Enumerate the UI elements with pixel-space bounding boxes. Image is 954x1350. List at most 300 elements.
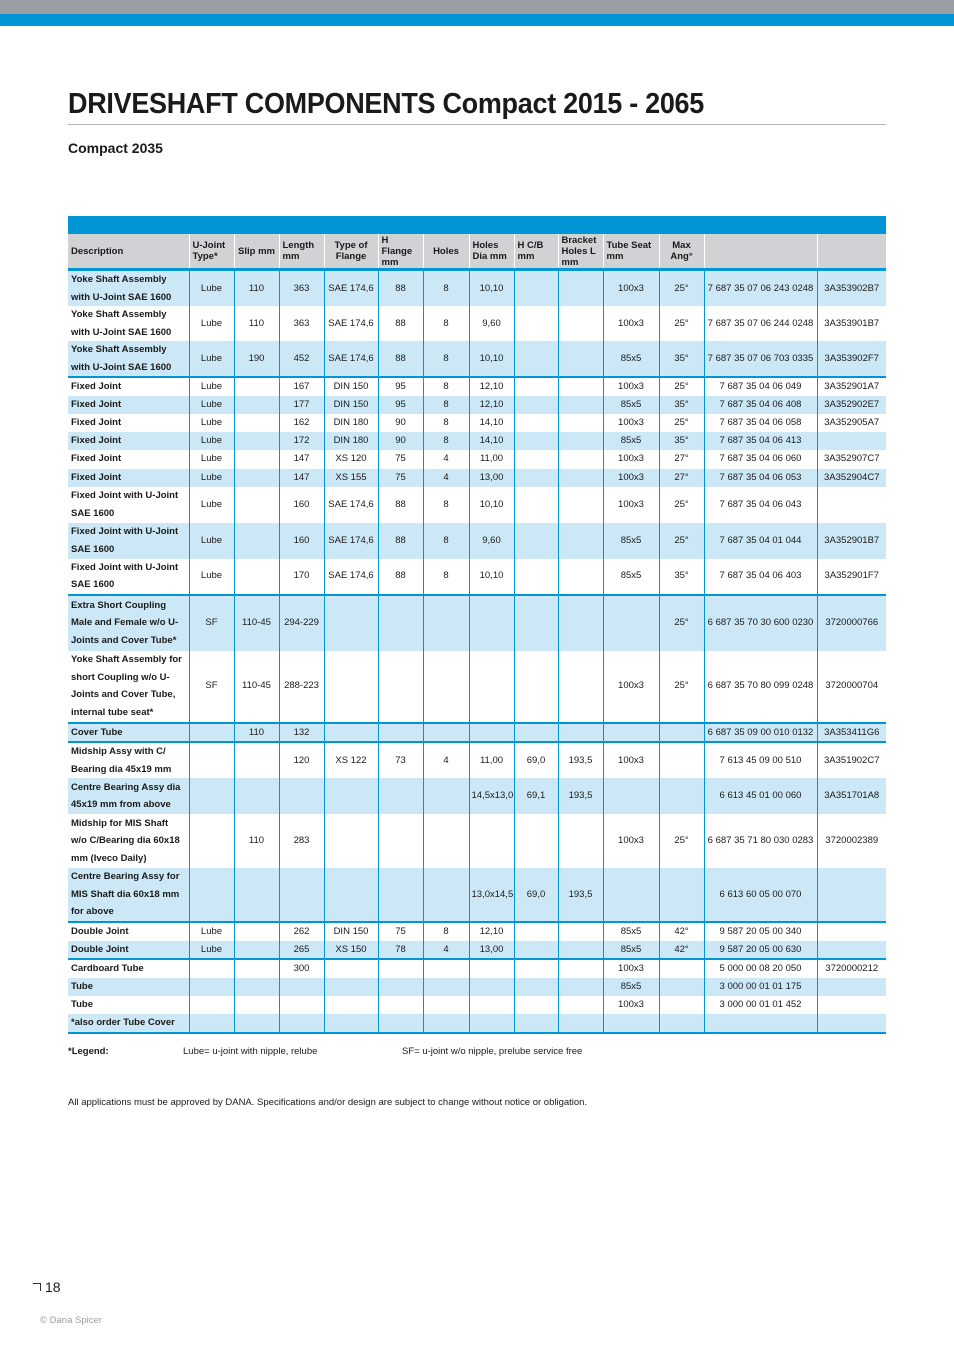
table-cell: [469, 723, 514, 743]
table-cell: 75: [378, 922, 423, 941]
table-cell: 300: [279, 959, 324, 978]
table-cell: 265: [279, 941, 324, 960]
row-description: Fixed Joint with U-Joint SAE 1600: [68, 523, 189, 559]
table-cell: [189, 1014, 234, 1033]
table-cell: 85x5: [603, 432, 659, 450]
table-row: [68, 270, 886, 307]
table-cell: 452: [279, 341, 324, 377]
table-cell: [423, 723, 469, 743]
table-cell: 110: [234, 814, 279, 868]
table-cell: [378, 978, 423, 996]
table-cell: Lube: [189, 270, 234, 307]
table-cell: DIN 150: [324, 396, 378, 414]
table-cell: [469, 814, 514, 868]
page-number: 18: [45, 1279, 61, 1295]
table-cell: 11,00: [469, 742, 514, 778]
table-cell: 6 613 45 01 00 060: [704, 778, 817, 814]
col-header-description: Description: [68, 234, 189, 270]
col-header-max-angle: Max Ang°: [659, 234, 704, 270]
table-cell: [514, 814, 558, 868]
table-cell: [514, 306, 558, 341]
table-cell: 160: [279, 487, 324, 523]
table-cell: Lube: [189, 432, 234, 450]
table-cell: [558, 414, 603, 432]
table-cell: 294-229: [279, 595, 324, 651]
table-cell: [558, 559, 603, 595]
table-cell: [817, 868, 886, 922]
table-cell: [558, 723, 603, 743]
table-row: [68, 651, 886, 723]
table-cell: 10,10: [469, 487, 514, 523]
table-cell: 25°: [659, 595, 704, 651]
table-cell: [423, 1014, 469, 1033]
table-cell: [324, 778, 378, 814]
row-description: Fixed Joint with U-Joint SAE 1600: [68, 559, 189, 595]
table-cell: 100x3: [603, 377, 659, 396]
table-cell: 170: [279, 559, 324, 595]
table-cell: [817, 487, 886, 523]
table-cell: 8: [423, 432, 469, 450]
table-cell: 88: [378, 559, 423, 595]
table-cell: [659, 996, 704, 1014]
table-cell: Lube: [189, 523, 234, 559]
table-cell: 25°: [659, 487, 704, 523]
table-cell: 78: [378, 941, 423, 960]
row-description: Fixed Joint: [68, 396, 189, 414]
table-cell: [558, 270, 603, 307]
table-cell: 35°: [659, 559, 704, 595]
table-cell: [234, 450, 279, 469]
table-row: [68, 723, 886, 743]
table-cell: [817, 941, 886, 960]
table-cell: 3A352904C7: [817, 469, 886, 487]
table-cell: Lube: [189, 941, 234, 960]
table-row: [68, 778, 886, 814]
table-cell: 132: [279, 723, 324, 743]
table-cell: 110: [234, 270, 279, 307]
table-cell: Lube: [189, 922, 234, 941]
table-cell: 5 000 00 08 20 050: [704, 959, 817, 978]
table-cell: 25°: [659, 377, 704, 396]
table-cell: 3A352907C7: [824, 453, 880, 465]
table-cell: 3720000704: [825, 680, 879, 692]
table-cell: [469, 1014, 514, 1033]
table-cell: 288-223: [279, 651, 324, 723]
col-header-bracket-holes: Bracket Holes L mm: [558, 234, 603, 270]
table-cell: 85x5: [603, 559, 659, 595]
row-description: Midship Assy with C/ Bearing dia 45x19 mm: [68, 742, 189, 778]
table-cell: [514, 651, 558, 723]
row-description: Double Joint: [68, 922, 189, 941]
disclaimer-text: All applications must be approved by DANA. Specifications and/or design are subject to change without notice or obligation.: [68, 1097, 588, 1108]
table-cell: 7 687 35 04 06 043: [704, 487, 817, 523]
table-cell: 95: [378, 396, 423, 414]
table-cell: Lube: [189, 469, 234, 487]
table-cell: 14,5x13,0: [469, 778, 514, 814]
col-header-ref-code: [817, 234, 886, 270]
table-cell: 193,5: [558, 778, 603, 814]
table-row: [68, 377, 886, 396]
table-cell: 8: [423, 523, 469, 559]
table-cell: [469, 978, 514, 996]
table-cell: [324, 959, 378, 978]
table-cell: [279, 996, 324, 1014]
table-cell: [558, 341, 603, 377]
table-cell: 4: [423, 450, 469, 469]
table-cell: 3A353902F7: [817, 341, 886, 377]
table-cell: 6 687 35 09 00 010 0132: [704, 723, 817, 743]
table-cell: [324, 814, 378, 868]
table-cell: [234, 742, 279, 778]
table-cell: 90: [378, 414, 423, 432]
col-header-part-number: [704, 234, 817, 270]
table-cell: [558, 941, 603, 960]
table-cell: [514, 450, 558, 469]
table-cell: [423, 868, 469, 922]
table-cell: 177: [279, 396, 324, 414]
table-cell: [558, 377, 603, 396]
table-cell: [659, 1014, 704, 1033]
table-cell: [469, 651, 514, 723]
table-cell: [234, 523, 279, 559]
table-cell: 27°: [659, 450, 704, 469]
table-row: [68, 941, 886, 960]
table-cell: [659, 742, 704, 778]
col-header-tube-seat: Tube Seat mm: [603, 234, 659, 270]
table-cell: SAE 174,6: [324, 559, 378, 595]
table-cell: 100x3: [603, 959, 659, 978]
table-cell: [234, 414, 279, 432]
table-cell: [558, 1014, 603, 1033]
table-cell: [378, 959, 423, 978]
table-cell: 190: [234, 341, 279, 377]
table-cell: [189, 814, 234, 868]
table-cell: 8: [423, 922, 469, 941]
table-cell: 7 687 35 07 06 703 0335: [704, 341, 817, 377]
table-cell: 193,5: [558, 742, 603, 778]
table-cell: 167: [279, 377, 324, 396]
table-cell: [234, 996, 279, 1014]
table-cell: [324, 595, 378, 651]
table-cell: [514, 341, 558, 377]
legend-lube: Lube= u-joint with nipple, relube: [183, 1046, 318, 1057]
table-cell: [324, 978, 378, 996]
table-cell: 110-45: [234, 595, 279, 651]
table-cell: 3A352902E7: [817, 396, 886, 414]
table-cell: [558, 306, 603, 341]
table-cell: [189, 959, 234, 978]
table-cell: [558, 595, 603, 651]
table-cell: 100x3: [603, 450, 659, 469]
table-cell: [378, 814, 423, 868]
table-cell: 7 687 35 07 06 244 0248: [704, 306, 817, 341]
table-cell: 10,10: [469, 270, 514, 307]
table-cell: [234, 487, 279, 523]
table-cell: DIN 150: [324, 922, 378, 941]
table-cell: 100x3: [603, 651, 659, 723]
table-cell: [817, 922, 886, 941]
table-cell: [324, 723, 378, 743]
table-cell: 100x3: [603, 814, 659, 868]
table-cell: 3A352901A7: [817, 377, 886, 396]
table-cell: [514, 432, 558, 450]
table-cell: [423, 959, 469, 978]
table-cell: [234, 396, 279, 414]
table-cell: [558, 432, 603, 450]
table-cell: [279, 978, 324, 996]
table-cell: 42°: [659, 941, 704, 960]
table-cell: [189, 723, 234, 743]
table-cell: 85x5: [603, 341, 659, 377]
table-cell: 363: [279, 270, 324, 307]
table-header-row: [68, 234, 886, 270]
table-cell: 12,10: [469, 396, 514, 414]
table-cell: [603, 1014, 659, 1033]
table-cell: [514, 559, 558, 595]
table-cell: [279, 778, 324, 814]
table-cell: 85x5: [603, 941, 659, 960]
table-cell: Lube: [189, 341, 234, 377]
table-row: [68, 450, 886, 469]
table-cell: 262: [279, 922, 324, 941]
row-description: Cardboard Tube: [68, 959, 189, 978]
table-cell: Lube: [189, 487, 234, 523]
table-cell: [514, 396, 558, 414]
table-cell: 100x3: [603, 742, 659, 778]
table-cell: 7 613 45 09 00 510: [704, 742, 817, 778]
table-cell: 25°: [659, 651, 704, 723]
table-cell: 100x3: [603, 270, 659, 307]
table-row: [68, 414, 886, 432]
table-cell: [234, 922, 279, 941]
table-cell: [817, 996, 886, 1014]
table-cell: [558, 959, 603, 978]
table-cell: 90: [378, 432, 423, 450]
table-row: [68, 814, 886, 868]
table-cell: 4: [423, 469, 469, 487]
table-cell: 7 687 35 04 01 044: [704, 523, 817, 559]
table-cell: 3A352901F7: [824, 570, 879, 582]
table-row: [68, 595, 886, 651]
table-cell: 100x3: [603, 469, 659, 487]
table-row: [68, 523, 886, 559]
table-row: [68, 868, 886, 922]
table-cell: [324, 651, 378, 723]
table-row: [68, 922, 886, 941]
row-description: Fixed Joint: [68, 469, 189, 487]
table-cell: [704, 1014, 817, 1033]
table-cell: 9,60: [469, 306, 514, 341]
table-cell: [558, 523, 603, 559]
table-cell: 85x5: [603, 922, 659, 941]
row-description: Fixed Joint: [68, 414, 189, 432]
table-cell: 6 687 35 70 30 600 0230: [704, 595, 817, 651]
row-description: Double Joint: [68, 941, 189, 960]
table-cell: [817, 978, 886, 996]
col-header-holes-dia: Holes Dia mm: [469, 234, 514, 270]
table-cell: 8: [423, 377, 469, 396]
table-row: [68, 996, 886, 1014]
table-cell: [514, 270, 558, 307]
table-cell: [514, 941, 558, 960]
row-description: Yoke Shaft Assembly for short Coupling w/o U-Joints and Cover Tube, internal tube seat*: [68, 651, 189, 723]
table-cell: [558, 450, 603, 469]
table-cell: 9 587 20 05 00 630: [704, 941, 817, 960]
table-cell: XS 150: [324, 941, 378, 960]
table-cell: 110-45: [234, 651, 279, 723]
table-cell: [558, 487, 603, 523]
table-cell: 3A351701A8: [817, 778, 886, 814]
table-cell: [469, 996, 514, 1014]
page-title: DRIVESHAFT COMPONENTS Compact 2015 - 2065: [68, 88, 705, 120]
table-cell: [378, 996, 423, 1014]
table-cell: 12,10: [469, 922, 514, 941]
table-cell: XS 122: [324, 742, 378, 778]
table-cell: 7 687 35 04 06 060: [704, 450, 817, 469]
row-description: Yoke Shaft Assembly with U-Joint SAE 1600: [68, 341, 189, 377]
table-cell: 7 687 35 04 06 049: [704, 377, 817, 396]
table-cell: 85x5: [603, 978, 659, 996]
table-cell: 13,00: [469, 941, 514, 960]
row-description: Fixed Joint: [68, 432, 189, 450]
table-cell: [234, 469, 279, 487]
table-cell: [659, 723, 704, 743]
table-cell: SAE 174,6: [324, 487, 378, 523]
table-cell: 8: [423, 559, 469, 595]
table-cell: [234, 432, 279, 450]
table-cell: [659, 868, 704, 922]
table-cell: 120: [279, 742, 324, 778]
table-cell: [234, 959, 279, 978]
table-cell: 110: [234, 723, 279, 743]
table-cell: 7 687 35 04 06 058: [704, 414, 817, 432]
table-cell: [423, 814, 469, 868]
table-row: [68, 487, 886, 523]
table-cell: [423, 651, 469, 723]
table-row: [68, 469, 886, 487]
table-cell: 160: [279, 523, 324, 559]
legend-sf: SF= u-joint w/o nipple, prelube service free: [402, 1046, 583, 1057]
table-cell: 8: [423, 487, 469, 523]
col-header-h-flange: H Flange mm: [378, 234, 423, 270]
table-cell: 13,00: [469, 469, 514, 487]
table-cell: [324, 996, 378, 1014]
table-cell: 3720002389: [825, 835, 879, 847]
table-cell: 4: [423, 742, 469, 778]
table-cell: 13,0x14,5: [469, 868, 514, 922]
table-cell: [189, 996, 234, 1014]
table-cell: [514, 414, 558, 432]
table-cell: 14,10: [469, 414, 514, 432]
table-body: [68, 270, 886, 1033]
table-cell: Lube: [189, 414, 234, 432]
table-cell: [469, 595, 514, 651]
table-cell: 193,5: [558, 868, 603, 922]
table-cell: 88: [378, 306, 423, 341]
table-cell: Lube: [189, 306, 234, 341]
col-header-slip: Slip mm: [234, 234, 279, 270]
table-cell: [234, 868, 279, 922]
col-header-ujoint-type: U-Joint Type*: [189, 234, 234, 270]
table-cell: 147: [279, 450, 324, 469]
row-description: Midship for MIS Shaft w/o C/Bearing dia 60x18 mm (Iveco Daily): [68, 814, 189, 868]
table-cell: [234, 778, 279, 814]
table-cell: [514, 523, 558, 559]
table-cell: 3A353411G6: [817, 723, 886, 743]
table-cell: [659, 778, 704, 814]
row-description: Tube: [68, 978, 189, 996]
page-corner-icon: [33, 1283, 41, 1291]
table-cell: [423, 778, 469, 814]
table-cell: 3A352905A7: [824, 417, 880, 428]
copyright-text: © Dana Spicer: [40, 1315, 102, 1326]
table-cell: 95: [378, 377, 423, 396]
table-cell: [514, 978, 558, 996]
table-cell: Lube: [189, 450, 234, 469]
table-cell: [378, 868, 423, 922]
table-row: [68, 978, 886, 996]
table-cell: [234, 941, 279, 960]
table-cell: 3A352901B7: [817, 523, 886, 559]
table-cell: 75: [378, 450, 423, 469]
row-description: Fixed Joint with U-Joint SAE 1600: [68, 487, 189, 523]
table-cell: [234, 978, 279, 996]
table-cell: 3 000 00 01 01 452: [704, 996, 817, 1014]
table-cell: 73: [378, 742, 423, 778]
table-cell: 7 687 35 04 06 053: [704, 469, 817, 487]
table-cell: [558, 469, 603, 487]
table-cell: 100x3: [603, 996, 659, 1014]
table-cell: [378, 723, 423, 743]
table-cell: [817, 432, 886, 450]
table-cell: 7 687 35 07 06 243 0248: [704, 270, 817, 307]
table-cell: [558, 396, 603, 414]
table-cell: [189, 868, 234, 922]
table-cell: [514, 469, 558, 487]
table-cell: [469, 959, 514, 978]
row-description: Centre Bearing Assy dia 45x19 mm from above: [68, 778, 189, 814]
row-description: Fixed Joint: [68, 377, 189, 396]
table-cell: XS 120: [324, 450, 378, 469]
table-cell: 12,10: [469, 377, 514, 396]
table-cell: 6 613 60 05 00 070: [704, 868, 817, 922]
table-cell: 162: [279, 414, 324, 432]
table-cell: 88: [378, 270, 423, 307]
table-cell: 8: [423, 270, 469, 307]
table-cell: 69,1: [514, 778, 558, 814]
table-cell: SAE 174,6: [324, 306, 378, 341]
table-row: [68, 432, 886, 450]
table-cell: [234, 1014, 279, 1033]
table-cell: [514, 487, 558, 523]
table-cell: 4: [423, 941, 469, 960]
table-cell: [514, 996, 558, 1014]
table-cell: 35°: [659, 341, 704, 377]
table-cell: [189, 742, 234, 778]
col-header-flange-type: Type of Flange: [324, 234, 378, 270]
title-divider: [68, 124, 886, 125]
table-cell: 11,00: [469, 450, 514, 469]
table-cell: [514, 922, 558, 941]
table-cell: [558, 651, 603, 723]
table-cell: 25°: [659, 414, 704, 432]
table-cell: 7 687 35 04 06 408: [704, 396, 817, 414]
table-cell: 25°: [659, 814, 704, 868]
table-cell: 14,10: [469, 432, 514, 450]
table-cell: 7 687 35 04 06 403: [704, 559, 817, 595]
table-cell: [324, 868, 378, 922]
col-header-length: Length mm: [279, 234, 324, 270]
